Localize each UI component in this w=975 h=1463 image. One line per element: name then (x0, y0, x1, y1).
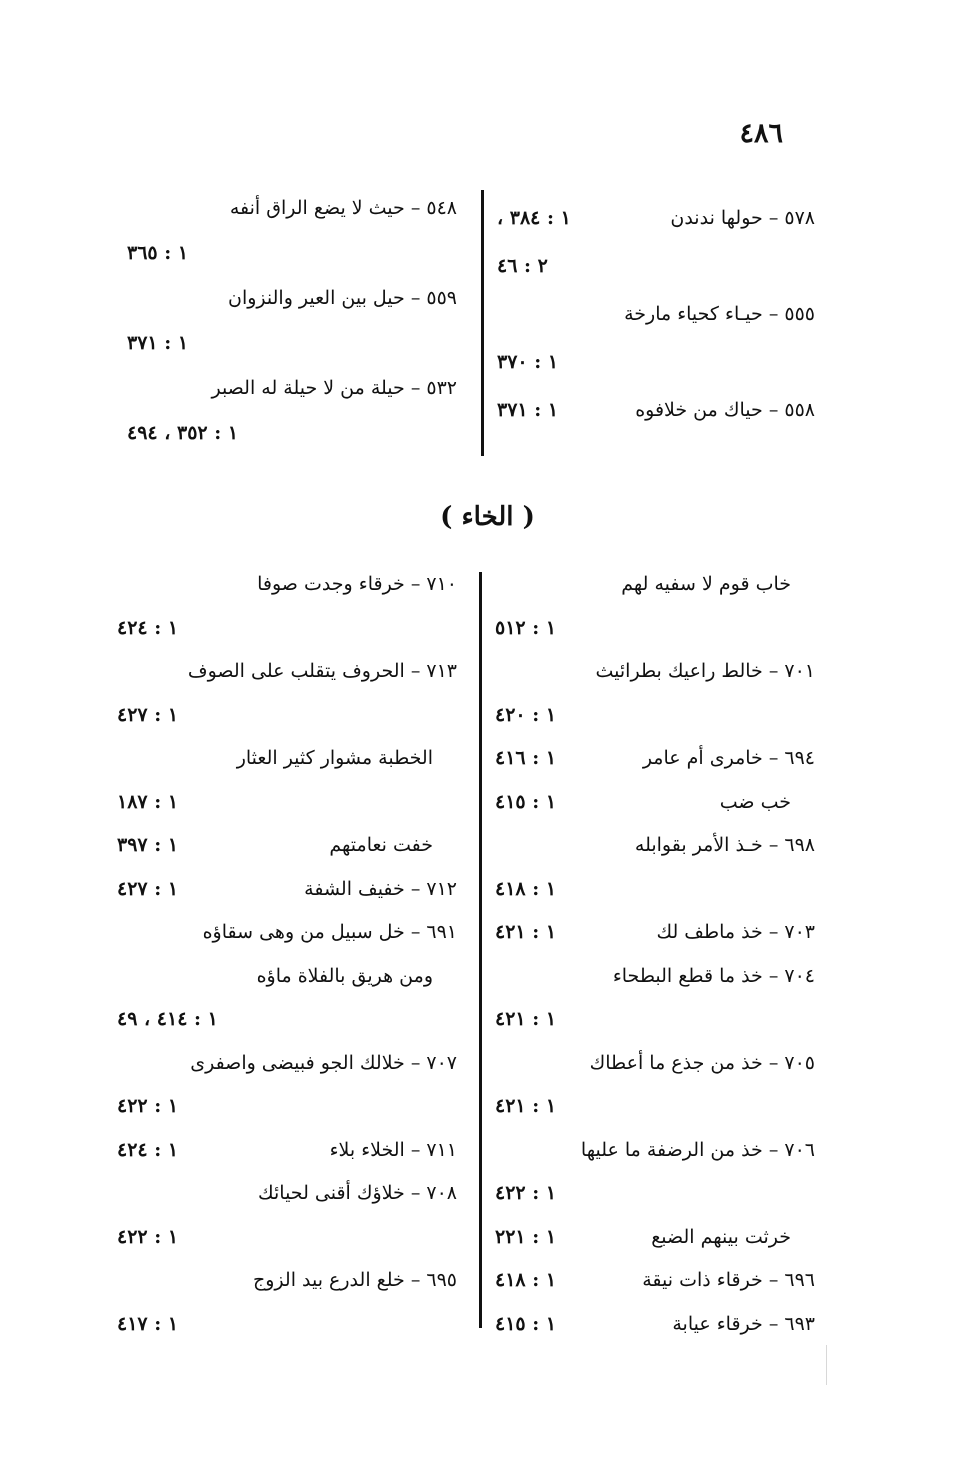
page-reference: ١ : ٤١٨ (495, 877, 557, 900)
index-line (117, 1303, 457, 1347)
index-line (117, 1042, 457, 1086)
proverb-entry: ومن هريق بالفلاة ماؤه (256, 964, 433, 987)
proverb-entry: ٧٠٧ – خلالك الجو فبيضى واصفرى (190, 1051, 457, 1074)
proverb-entry: ٦٩٣ – خرقاء عيابة (672, 1312, 815, 1335)
top-left-column (127, 186, 457, 456)
proverb-entry: ٧١٣ – الحروف يتقلب على الصوف (187, 660, 457, 682)
index-line (127, 186, 457, 231)
index-line (117, 1129, 457, 1173)
index-line (127, 411, 457, 456)
proverb-entry: ٧٠٤ – خذ ما قطع البطحاء (612, 964, 815, 987)
page-reference: ١ : ٥١٢ (495, 616, 557, 639)
proverb-entry: ٥٥٥ – حيـاء كحياء مارخة (624, 303, 815, 325)
proverb-entry: خب ضب (719, 790, 791, 813)
index-line (495, 998, 815, 1042)
index-line (117, 911, 457, 955)
index-line (117, 1216, 457, 1260)
index-line (495, 1085, 815, 1129)
index-line (495, 1216, 815, 1260)
page-reference: ٢ : ٤٦ (497, 255, 548, 277)
index-line (495, 694, 815, 738)
proverb-entry: ٦٩١ – خل سبيل من وهى سقاؤه (202, 921, 457, 943)
page-reference: ١ : ٤١٤ ، ٤٩ (117, 1008, 218, 1030)
index-line (127, 366, 457, 411)
index-line (495, 650, 815, 694)
index-line (117, 694, 457, 738)
index-line (495, 1129, 815, 1173)
page-reference: ١ : ١٨٧ (117, 790, 179, 813)
index-line (497, 194, 815, 242)
index-line (495, 911, 815, 955)
page-reference: ١ : ٤١٥ (495, 1312, 557, 1335)
proverb-entry: خاب قوم لا سفيه لهم (621, 573, 791, 595)
bottom-left-column (117, 563, 457, 1346)
page-reference: ١ : ٤١٨ (495, 1269, 557, 1291)
index-line (495, 781, 815, 825)
column-divider-bottom (479, 572, 482, 1328)
page-reference: ١ : ٤٢١ (495, 1095, 557, 1117)
page-number: ٤٨٦ (739, 118, 783, 149)
page-reference: ١ : ٣٧١ (497, 399, 559, 421)
proverb-entry: ٥٣٢ – حيلة من لا حيلة له الصبر (211, 377, 457, 399)
page-reference: ١ : ٤١٥ (495, 790, 557, 813)
index-line (495, 955, 815, 999)
proverb-entry: ٧٠٨ – خلاؤك أقنى لحيائك (257, 1182, 457, 1204)
proverb-entry: الخطبة مشوار كثير العثار (236, 747, 433, 769)
index-line (495, 737, 815, 781)
page-reference: ١ : ٤٢١ (495, 1008, 557, 1030)
index-line (497, 386, 815, 434)
index-line (117, 1259, 457, 1303)
page-reference: ١ : ٣٦٥ (127, 242, 189, 264)
proverb-entry: ٦٩٨ – خـذ الأمر بقوابله (634, 834, 815, 856)
proverb-entry: ٧٠٦ – خذ من الرضفة ما عليها (580, 1138, 815, 1161)
index-line (495, 607, 815, 651)
proverb-entry: ٥٥٩ – حيل بين العير والنزوان (228, 287, 457, 309)
index-line (495, 1259, 815, 1303)
proverb-entry: ٧٠٣ – خذ ماطف لك (656, 921, 815, 943)
page-reference: ١ : ٤٢٤ (117, 1138, 179, 1161)
index-line (117, 781, 457, 825)
index-line (117, 607, 457, 651)
page-reference: ١ : ٤٢١ (495, 921, 557, 943)
index-line (127, 276, 457, 321)
page-reference: ١ : ٣٥٢ ، ٤٩٤ (127, 422, 239, 444)
proverb-entry: ٧١١ – الخلاء بلاء (329, 1138, 457, 1161)
top-right-column (497, 194, 815, 434)
page-reference: ١ : ٤٢٢ (495, 1182, 557, 1204)
proverb-entry: ٥٤٨ – حيث لا يضع الراق أنفه (229, 197, 457, 219)
page-reference: ١ : ٣٨٤ ، (497, 207, 571, 229)
index-line (117, 998, 457, 1042)
index-line (495, 1042, 815, 1086)
proverb-entry: خرثت بينهم الضبع (651, 1225, 791, 1248)
index-line (117, 1085, 457, 1129)
proverb-entry: ٧٠١ – خالط راعيك بطرائيث (595, 660, 815, 682)
index-line (117, 563, 457, 607)
index-line (117, 955, 457, 999)
page-reference: ١ : ٢٢١ (495, 1225, 557, 1248)
page-reference: ١ : ٤١٦ (495, 747, 557, 769)
proverb-entry: ٦٩٥ – خلع الدرع بيد الزوج (252, 1269, 457, 1291)
page-reference: ١ : ٤٢٤ (117, 616, 179, 639)
proverb-entry: خفت نعامتهم (329, 834, 433, 856)
page-reference: ١ : ٤١٧ (117, 1312, 179, 1335)
scan-artifact-line (826, 1345, 827, 1385)
page-reference: ١ : ٤٢٢ (117, 1225, 179, 1248)
section-title: ( الخاء ) (440, 502, 535, 532)
index-line (117, 650, 457, 694)
index-line (127, 321, 457, 366)
index-line (497, 290, 815, 338)
index-line (497, 338, 815, 386)
index-line (117, 1172, 457, 1216)
index-line (495, 563, 815, 607)
index-line (117, 737, 457, 781)
proverb-entry: ٧١٠ – خرقاء وجدت صوفا (257, 573, 457, 595)
proverb-entry: ٥٥٨ – حياك من خلافوه (635, 399, 815, 421)
page-reference: ١ : ٤٢٧ (117, 703, 179, 726)
proverb-entry: ٦٩٤ – خامرى أم عامر (642, 747, 815, 769)
proverb-entry: ٧٠٥ – خذ من جذع ما أعطاك (589, 1051, 815, 1074)
index-line (497, 242, 815, 290)
proverb-entry: ٧١٢ – خفيف الشفة (304, 877, 457, 900)
page-reference: ١ : ٣٧١ (127, 332, 189, 354)
index-line (117, 824, 457, 868)
column-divider-top (481, 190, 484, 456)
index-line (117, 868, 457, 912)
index-line (495, 868, 815, 912)
page-reference: ١ : ٣٩٧ (117, 834, 179, 856)
index-line (495, 1172, 815, 1216)
page-reference: ١ : ٤٢٢ (117, 1095, 179, 1117)
page-reference: ١ : ٤٢٧ (117, 877, 179, 900)
page-reference: ١ : ٣٧٠ (497, 351, 559, 373)
proverb-entry: ٥٧٨ – حولها ندندن (670, 207, 815, 229)
index-line (495, 824, 815, 868)
bottom-right-column (495, 563, 815, 1346)
page-reference: ١ : ٤٢٠ (495, 703, 557, 726)
index-line (495, 1303, 815, 1347)
proverb-entry: ٦٩٦ – خرقاء ذات نيقة (642, 1269, 815, 1291)
index-line (127, 231, 457, 276)
